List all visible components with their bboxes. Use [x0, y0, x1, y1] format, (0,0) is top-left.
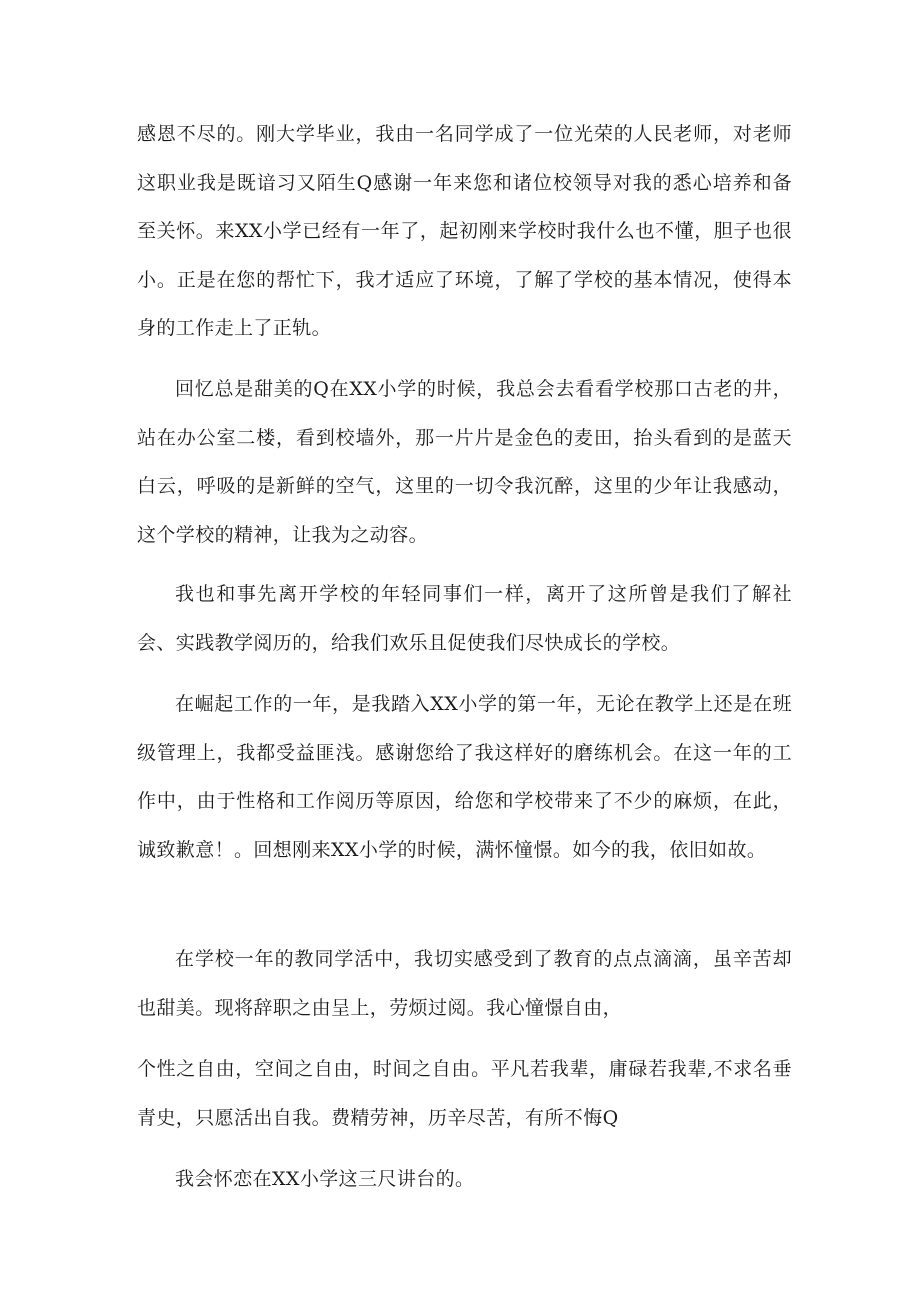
paragraph-1: 感恩不尽的。刚大学毕业，我由一名同学成了一位光荣的人民老师，对老师这职业我是既谙习又陌生Q感谢一年来您和诸位校领导对我的悉心培养和备至关怀。来XX小学已经有一年了，起初刚来学校时我什么也不懂，胆子也很小。正是在您的帮忙下，我才适应了环境，了解了学校的基本情况，使得本身的工作走上了正轨。: [137, 123, 792, 339]
paragraph-3: 我也和事先离开学校的年轻同事们一样，离开了这所曾是我们了解社会、实践教学阅历的，给我们欢乐且促使我们尽快成长的学校。: [137, 583, 792, 654]
paragraph-6: 个性之自由，空间之自由，时间之自由。平凡若我辈，庸碌若我辈,不求名垂青史，只愿活出自我。费精劳神，历辛尽苦，有所不悔Q: [137, 1058, 792, 1129]
paragraph-5: 在学校一年的教同学活中，我切实感受到了教育的点点滴滴，虽辛苦却也甜美。现将辞职之由呈上，劳烦过阅。我心憧憬自由，: [137, 948, 792, 1019]
paragraph-4: 在崛起工作的一年，是我踏入XX小学的第一年，无论在教学上还是在班级管理上，我都受益匪浅。感谢您给了我这样好的磨练机会。在这一年的工作中，由于性格和工作阅历等原因，给您和学校带来了不少的麻烦，在此，诚致歉意！。回想刚来XX小学的时候，满怀憧憬。如今的我，依旧如故。: [137, 693, 792, 861]
paragraph-7: 我会怀恋在XX小学这三尺讲台的。: [175, 1168, 475, 1190]
paragraph-2: 回忆总是甜美的Q在XX小学的时候，我总会去看看学校那口古老的井，站在办公室二楼，看到校墙外，那一片片是金色的麦田，抬头看到的是蓝天白云，呼吸的是新鲜的空气，这里的一切令我沉醉，这里的少年让我感动，这个学校的精神，让我为之动容。: [137, 378, 792, 546]
